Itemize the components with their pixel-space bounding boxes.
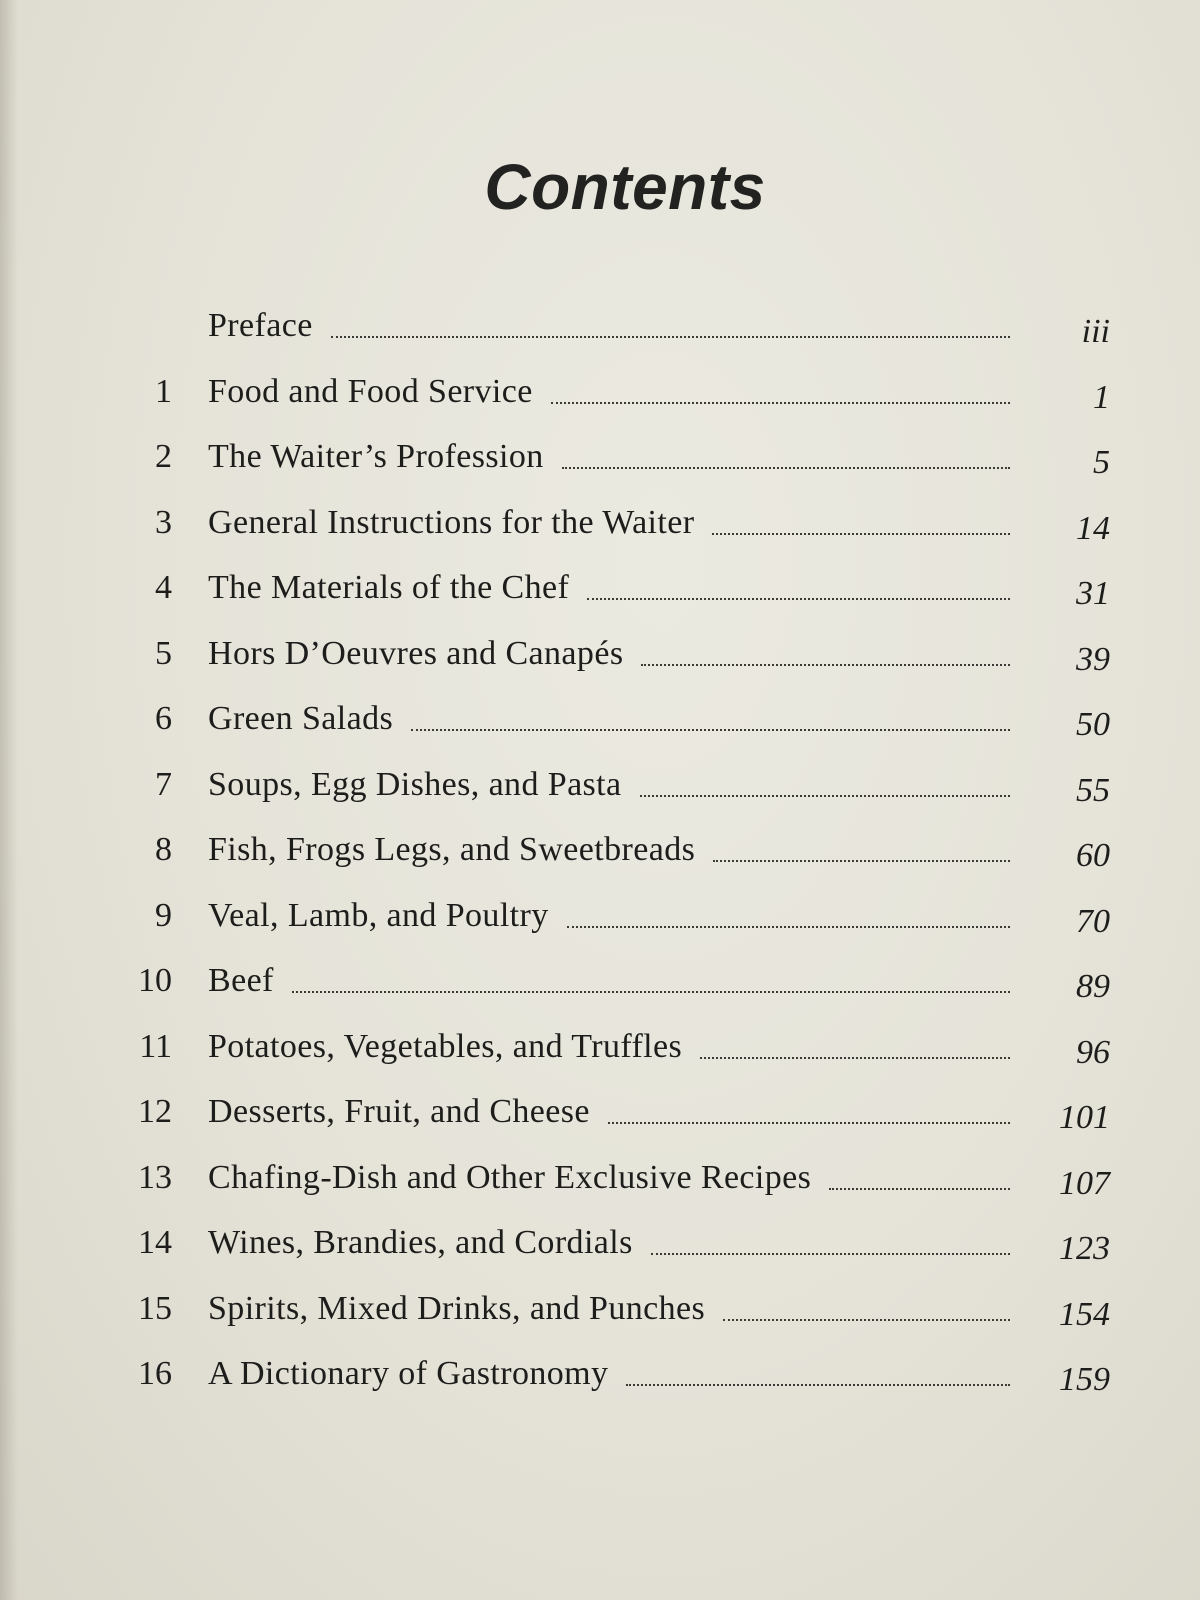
toc-chapter-number: 3 xyxy=(155,503,172,541)
page-title: Contents xyxy=(484,151,766,223)
toc-page-number: 55 xyxy=(1076,771,1110,809)
toc-page-number: 39 xyxy=(1076,640,1110,678)
toc-page-number: 31 xyxy=(1076,575,1110,612)
toc-chapter-title: Beef xyxy=(208,962,274,999)
toc-page-number: 159 xyxy=(1059,1361,1110,1398)
toc-entry xyxy=(130,624,1110,684)
toc-chapter-number: 10 xyxy=(138,962,172,999)
toc-page-number: 14 xyxy=(1076,509,1110,547)
toc-chapter-number: 6 xyxy=(155,700,172,737)
toc-dot-leader xyxy=(292,989,1010,993)
toc-entry xyxy=(130,1279,1110,1339)
toc-dot-leader xyxy=(712,531,1010,535)
toc-chapter-number: 1 xyxy=(155,372,172,410)
toc-dot-leader xyxy=(640,793,1010,797)
toc-page-number: 107 xyxy=(1059,1164,1110,1202)
toc-chapter-number: 13 xyxy=(138,1158,172,1196)
toc-dot-leader xyxy=(723,1317,1010,1321)
toc-chapter-title: Wines, Brandies, and Cordials xyxy=(208,1224,633,1261)
toc-chapter-title: Food and Food Service xyxy=(208,372,533,410)
toc-dot-leader xyxy=(551,400,1010,404)
toc-chapter-number: 7 xyxy=(155,765,172,803)
toc-entry xyxy=(130,1082,1110,1142)
toc-page-number: 123 xyxy=(1059,1230,1110,1267)
toc-chapter-title: Desserts, Fruit, and Cheese xyxy=(208,1093,590,1130)
toc-page-number: 50 xyxy=(1076,706,1110,743)
toc-dot-leader xyxy=(713,858,1010,862)
toc-chapter-title: The Materials of the Chef xyxy=(208,569,570,606)
toc-chapter-number: 12 xyxy=(138,1093,172,1130)
toc-chapter-title: Potatoes, Vegetables, and Truffles xyxy=(208,1027,683,1065)
toc-dot-leader xyxy=(829,1186,1010,1190)
toc-page-number: 89 xyxy=(1076,968,1110,1005)
toc-page-number: 5 xyxy=(1093,444,1110,481)
toc-entry xyxy=(130,1344,1110,1404)
toc-dot-leader xyxy=(562,465,1010,469)
toc-chapter-title: A Dictionary of Gastronomy xyxy=(208,1355,609,1392)
toc-dot-leader xyxy=(651,1251,1010,1255)
toc-page-number: 96 xyxy=(1076,1033,1110,1071)
toc-entry xyxy=(130,886,1110,946)
toc-chapter-title: The Waiter’s Profession xyxy=(208,438,544,475)
toc-dot-leader xyxy=(641,662,1010,666)
toc-chapter-title: Hors D’Oeuvres and Canapés xyxy=(208,634,624,672)
toc-chapter-title: Preface xyxy=(208,307,313,344)
toc-chapter-number: 11 xyxy=(139,1027,172,1065)
toc-dot-leader xyxy=(587,596,1010,600)
toc-chapter-number: 5 xyxy=(155,634,172,672)
toc-dot-leader xyxy=(626,1382,1010,1386)
toc-chapter-title: Spirits, Mixed Drinks, and Punches xyxy=(208,1289,706,1327)
toc-entry xyxy=(130,362,1110,422)
toc-chapter-number: 8 xyxy=(155,831,172,868)
toc-dot-leader xyxy=(608,1120,1010,1124)
toc-entry xyxy=(130,1213,1110,1273)
toc-entry xyxy=(130,427,1110,487)
toc-chapter-number: 9 xyxy=(155,896,172,934)
toc-entry xyxy=(130,558,1110,618)
toc-chapter-number: 2 xyxy=(155,438,172,475)
toc-entry xyxy=(130,755,1110,815)
toc-chapter-number: 16 xyxy=(138,1355,172,1392)
toc-dot-leader xyxy=(567,924,1010,928)
toc-chapter-title: Fish, Frogs Legs, and Sweetbreads xyxy=(208,831,696,868)
toc-dot-leader xyxy=(700,1055,1010,1059)
toc-chapter-title: General Instructions for the Waiter xyxy=(208,503,695,541)
toc-chapter-title: Green Salads xyxy=(208,700,394,737)
toc-page-number: 70 xyxy=(1076,902,1110,940)
toc-entry xyxy=(130,296,1110,356)
toc-chapter-number: 14 xyxy=(138,1224,172,1261)
toc-dot-leader xyxy=(411,727,1010,731)
toc-entry xyxy=(130,493,1110,553)
toc-entry xyxy=(130,1017,1110,1077)
page-edge-shadow xyxy=(0,0,18,1600)
toc-chapter-number: 15 xyxy=(138,1289,172,1327)
toc-page-number: 154 xyxy=(1059,1295,1110,1333)
toc-chapter-title: Veal, Lamb, and Poultry xyxy=(208,896,549,934)
toc-entry xyxy=(130,951,1110,1011)
toc-entry xyxy=(130,820,1110,880)
toc-chapter-title: Soups, Egg Dishes, and Pasta xyxy=(208,765,622,803)
toc-page-number: 60 xyxy=(1076,837,1110,874)
toc-chapter-number: 4 xyxy=(155,569,172,606)
toc-page-number: 1 xyxy=(1093,378,1110,416)
toc-entry xyxy=(130,1148,1110,1208)
toc-page-number: iii xyxy=(1081,313,1110,350)
toc-page-number: 101 xyxy=(1059,1099,1110,1136)
toc-dot-leader xyxy=(331,334,1010,338)
toc-chapter-title: Chafing-Dish and Other Exclusive Recipes xyxy=(208,1158,812,1196)
toc-entry xyxy=(130,689,1110,749)
